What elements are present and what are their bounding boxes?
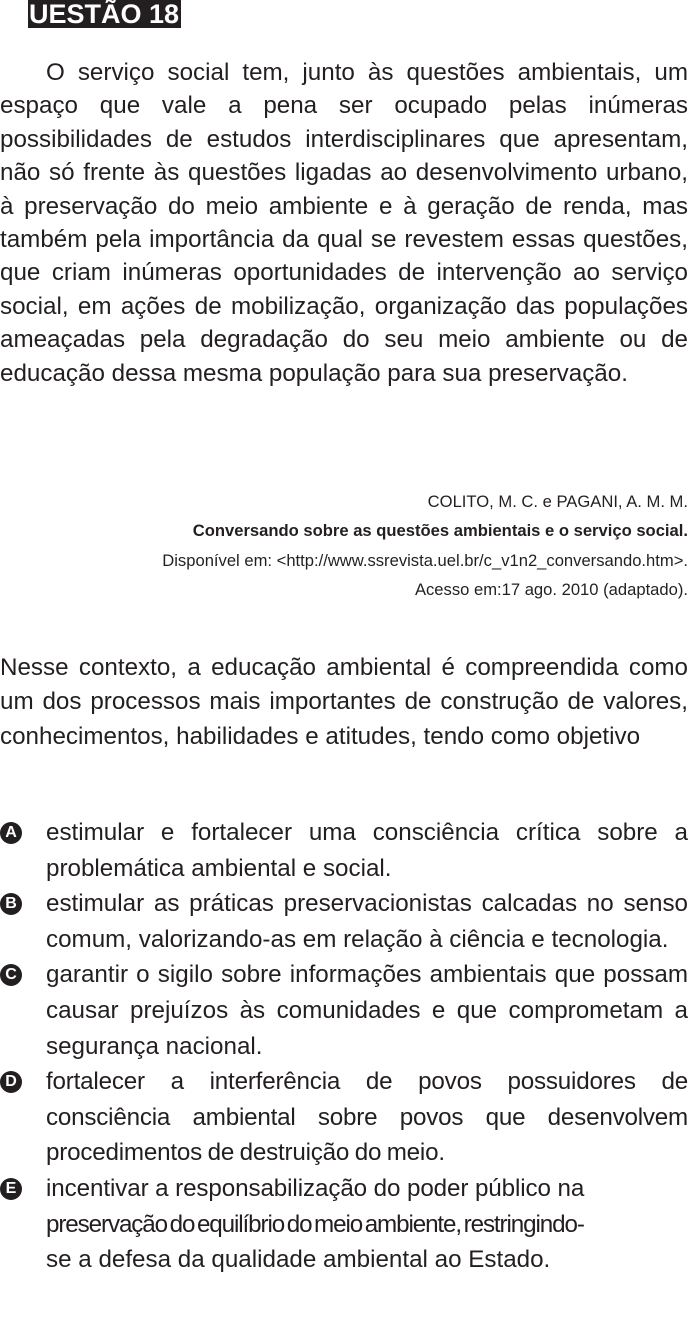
- question-number-header: UESTÃO 18: [29, 0, 180, 28]
- option-e-badge: E: [0, 1178, 22, 1200]
- citation-block: [0, 487, 688, 605]
- alternative-a-text: estimular e fortalecer uma consciência crítica sobre a problemática ambiental e social.: [46, 819, 688, 882]
- citation-available-url: Disponível em: <http://www.ssrevista.uel.br/c_v1n2_conversando.htm>.: [162, 550, 688, 570]
- alternative-c[interactable]: [0, 957, 688, 1064]
- alternative-a[interactable]: [0, 815, 688, 886]
- alternative-e[interactable]: [0, 1171, 688, 1278]
- alternative-e-text-line-1: incentivar a responsabilização do poder público na: [46, 1174, 585, 1202]
- alternative-d-text: fortalecer a interferência de povos possuidores de consciência ambiental sobre povos que desenvolvem procedimentos de destruição do meio.: [46, 1068, 688, 1167]
- citation-access-date: Acesso em:17 ago. 2010 (adaptado).: [414, 580, 688, 600]
- citation-authors: COLITO, M. C. e PAGANI, A. M. M.: [427, 492, 688, 511]
- alternative-e-text-line-2: preservação do equilíbrio do meio ambiente, restringindo-: [46, 1210, 584, 1238]
- option-a-badge: A: [0, 822, 22, 844]
- passage-text: O serviço social tem, junto às questões ambientais, um espaço que vale a pena ser ocupado pelas inúmeras possibilidades de estudos interdisciplinares que apresentam, não só frente às questões ligadas ao desenvolvimento urbano, à preservação do meio ambiente e à geração de renda, mas também pela importância da qual se revestem essas questões, que criam inúmeras oportunidades de intervenção ao serviço social, em ações de mobilização, organização das populações ameaçadas pela degradação do seu meio ambiente ou de educação dessa mesma população para sua preservação.: [0, 59, 688, 387]
- alternative-b-text: estimular as práticas preservacionistas calcadas no senso comum, valorizando-as em relação à ciência e tecnologia.: [46, 890, 688, 953]
- alternatives-list: [0, 815, 688, 1278]
- question-stem: Nesse contexto, a educação ambiental é compreendida como um dos processos mais importantes de construção de valores, conhecimentos, habilidades e atitudes, tendo como objetivo: [0, 654, 688, 750]
- alternative-e-text-line-3: se a defesa da qualidade ambiental ao Estado.: [46, 1246, 551, 1274]
- alternative-c-text: garantir o sigilo sobre informações ambientais que possam causar prejuízos às comunidades e que comprometam a segurança nacional.: [46, 961, 688, 1060]
- alternative-b[interactable]: [0, 886, 688, 957]
- option-b-badge: B: [0, 893, 22, 915]
- option-d-badge: D: [0, 1071, 22, 1093]
- citation-title: Conversando sobre as questões ambientais e o serviço social.: [192, 521, 688, 541]
- alternative-d[interactable]: [0, 1064, 688, 1171]
- option-c-badge: C: [0, 964, 22, 986]
